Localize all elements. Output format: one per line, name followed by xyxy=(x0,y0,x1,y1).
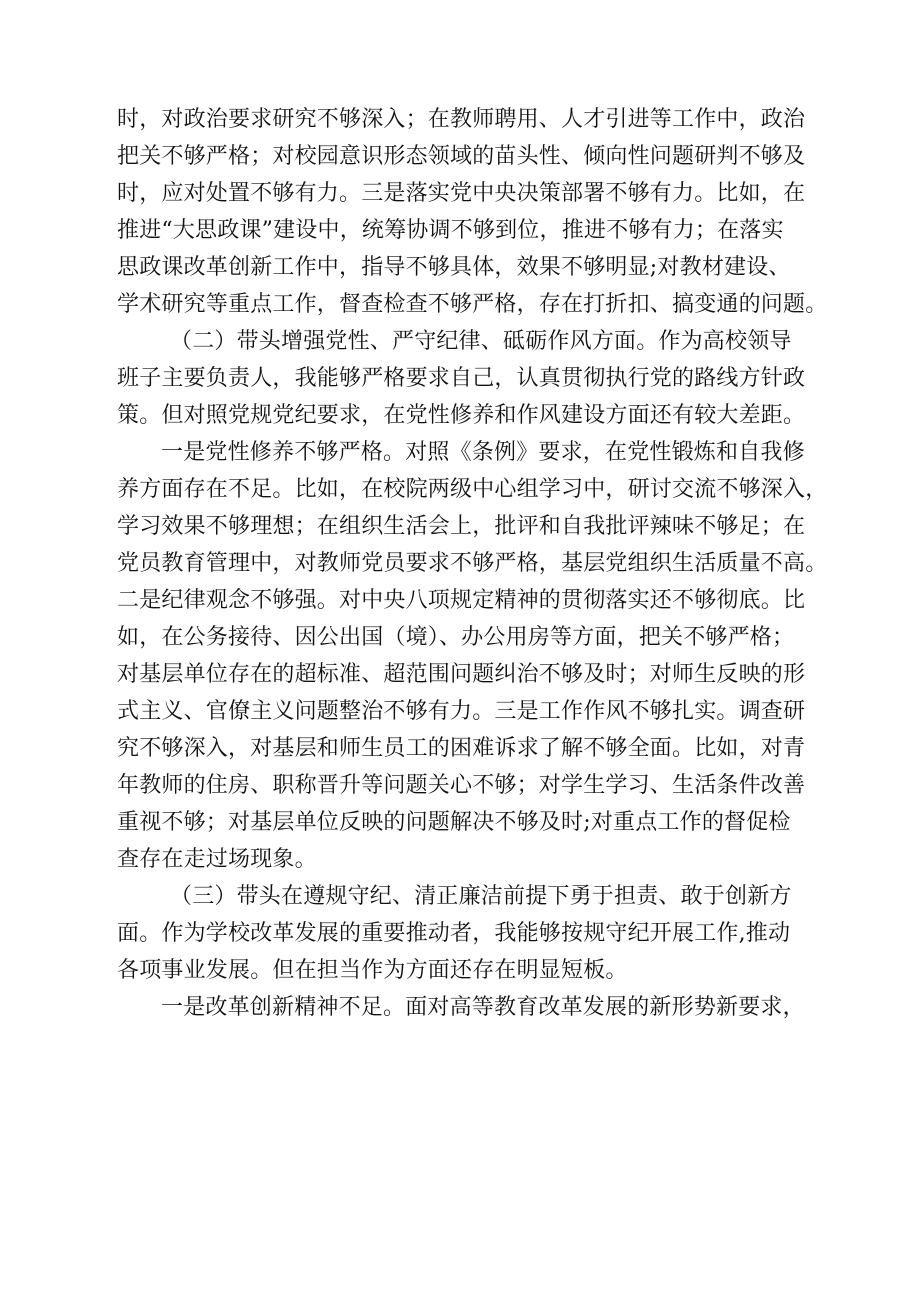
text-line: 时，对政治要求研究不够深入；在教师聘用、人才引进等工作中，政治 xyxy=(117,107,806,132)
text-line: 策。但对照党规党纪要求，在党性修养和作风建设方面还有较大差距。 xyxy=(117,403,806,428)
text-line: 时，应对处置不够有力。三是落实党中央决策部署不够有力。比如，在 xyxy=(117,181,806,206)
section-heading-2: （二）带头增强党性、严守纪律、砥砺作风方面。作为高校领导 xyxy=(170,329,792,354)
text-line: 把关不够严格；对校园意识形态领域的苗头性、倾向性问题研判不够及 xyxy=(117,144,806,169)
paragraph-start: 一是党性修养不够严格。对照《条例》要求，在党性锻炼和自我修 xyxy=(161,440,805,465)
document-body xyxy=(117,101,835,1026)
text-line: 面。作为学校改革发展的重要推动者，我能够按规守纪开展工作,推动 xyxy=(117,921,791,946)
text-line: 班子主要负责人，我能够严格要求自己，认真贯彻执行党的路线方针政 xyxy=(117,366,806,391)
text-line: 如，在公务接待、因公出国（境）、办公用房等方面，把关不够严格； xyxy=(117,625,795,650)
text-line: 年教师的住房、职称晋升等问题关心不够；对学生学习、生活条件改善 xyxy=(117,773,806,798)
text-line: 学术研究等重点工作，督查检查不够严格，存在打折扣、搞变通的问题。 xyxy=(117,292,828,317)
text-line: 养方面存在不足。比如，在校院两级中心组学习中，研讨交流不够深入， xyxy=(117,477,828,502)
text-line: 各项事业发展。但在担当作为方面还存在明显短板。 xyxy=(117,958,628,983)
text-line: 式主义、官僚主义问题整治不够有力。三是工作作风不够扎实。调查研 xyxy=(117,699,806,724)
text-line: 二是纪律观念不够强。对中央八项规定精神的贯彻落实还不够彻底。比 xyxy=(117,588,806,613)
text-line: 思政课改革创新工作中，指导不够具体，效果不够明显;对教材建设、 xyxy=(117,255,791,280)
text-line: 重视不够；对基层单位反映的问题解决不够及时;对重点工作的督促检 xyxy=(117,810,791,835)
text-line: 究不够深入，对基层和师生员工的困难诉求了解不够全面。比如，对青 xyxy=(117,736,806,761)
text-line: 学习效果不够理想；在组织生活会上，批评和自我批评辣味不够足；在 xyxy=(117,514,806,539)
text-line: 党员教育管理中，对教师党员要求不够严格，基层党组织生活质量不高。 xyxy=(117,551,828,576)
text-line: 推进“大思政课”建设中，统筹协调不够到位，推进不够有力；在落实 xyxy=(117,218,784,243)
paragraph-start: 一是改革创新精神不足。面对高等教育改革发展的新形势新要求， xyxy=(161,995,805,1020)
section-heading-3: （三）带头在遵规守纪、清正廉洁前提下勇于担责、敢于创新方 xyxy=(170,884,792,909)
text-line: 对基层单位存在的超标准、超范围问题纠治不够及时；对师生反映的形 xyxy=(117,662,806,687)
text-line: 查存在走过场现象。 xyxy=(117,847,317,872)
